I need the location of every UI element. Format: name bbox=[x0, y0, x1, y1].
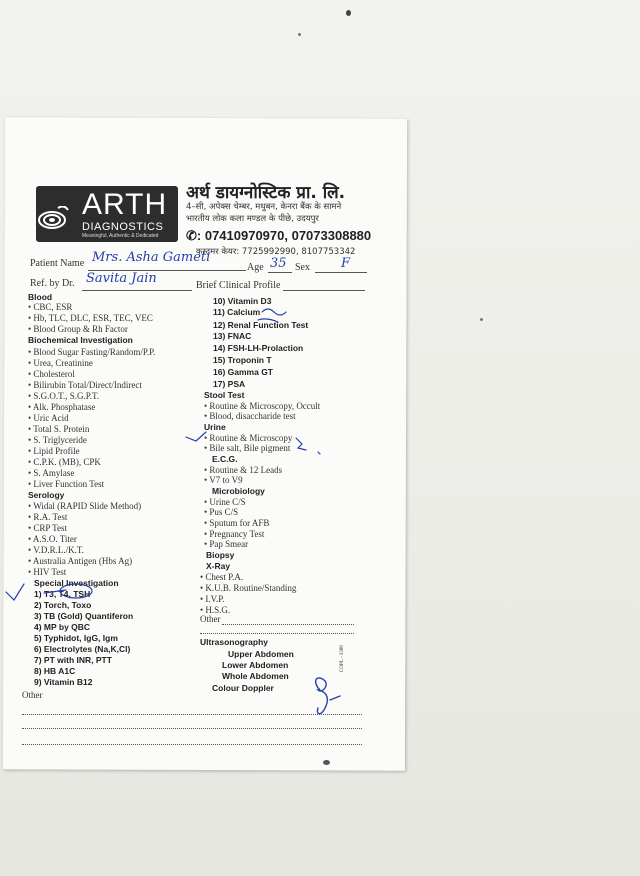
test-item: 17) PSA bbox=[213, 379, 246, 389]
logo-name: ARTH bbox=[82, 188, 168, 221]
usg-item: Whole Abdomen bbox=[222, 671, 289, 681]
usg-item: Colour Doppler bbox=[212, 683, 274, 693]
other-label-right: Other bbox=[200, 614, 221, 624]
list-item: • Bile salt, Bile pigment bbox=[204, 443, 291, 453]
special-item-6: 6) Electrolytes (Na,K,Cl) bbox=[34, 644, 131, 654]
list-item: • V.D.R.L./K.T. bbox=[28, 545, 84, 555]
company-name: अर्थ डायग्नोस्टिक प्रा. लि. bbox=[186, 183, 346, 203]
dotted-line bbox=[22, 728, 362, 729]
list-item: • Chest P.A. bbox=[200, 572, 244, 582]
special-item-7: 7) PT with INR, PTT bbox=[34, 655, 112, 665]
ref-value: Savita Jain bbox=[86, 271, 157, 286]
list-item: • Hb, TLC, DLC, ESR, TEC, VEC bbox=[28, 313, 153, 323]
test-item: 11) Calcium bbox=[213, 307, 261, 317]
list-item: • Bilirubin Total/Direct/Indirect bbox=[28, 380, 142, 390]
list-item: • K.U.B. Routine/Standing bbox=[200, 583, 297, 593]
list-item: • Pregnancy Test bbox=[204, 529, 265, 539]
list-item: • C.P.K. (MB), CPK bbox=[28, 457, 101, 467]
sex-value: F bbox=[341, 256, 351, 271]
patient-name-value: Mrs. Asha Gameti bbox=[92, 250, 211, 265]
list-item: • CBC, ESR bbox=[28, 302, 73, 312]
customer-care: कस्टमर केयर: 7725992990, 8107753342 bbox=[196, 247, 356, 257]
list-item: • Routine & Microscopy, Occult bbox=[204, 401, 321, 411]
logo bbox=[36, 186, 178, 242]
special-item-2: 2) Torch, Toxo bbox=[34, 600, 92, 610]
list-item: • Pus C/S bbox=[204, 507, 239, 517]
other-label-left: Other bbox=[22, 690, 43, 700]
address-line-2: भारतीय लोक कला मण्डल के पीछे, उदयपुर bbox=[186, 214, 319, 224]
list-item: • Pap Smear bbox=[204, 539, 249, 549]
test-item: 12) Renal Function Test bbox=[213, 320, 309, 330]
list-item: • Australia Antigen (Hbs Ag) bbox=[28, 556, 133, 566]
dotted-line bbox=[22, 714, 362, 715]
section-xray: X-Ray bbox=[206, 561, 231, 571]
dotted-line bbox=[222, 624, 354, 625]
special-item-9: 9) Vitamin B12 bbox=[34, 677, 93, 687]
section-ultrasonography: Ultrasonography bbox=[200, 637, 269, 647]
age-value: 35 bbox=[270, 256, 287, 271]
list-item: • Alk. Phosphatase bbox=[28, 402, 96, 412]
list-item: • Routine & Microscopy bbox=[204, 433, 293, 443]
list-item: • Widal (RAPID Slide Method) bbox=[28, 501, 142, 511]
patient-name-label: Patient Name bbox=[30, 258, 85, 269]
list-item: • Uric Acid bbox=[28, 413, 69, 423]
special-item-4: 4) MP by QBC bbox=[34, 622, 91, 632]
sex-line bbox=[315, 272, 367, 273]
address-line-1: 4–सी, अपेक्स चेम्बर, मधुबन, केनरा बैंक के सामने bbox=[186, 202, 342, 212]
test-item: 10) Vitamin D3 bbox=[213, 296, 272, 306]
section-microbiology: Microbiology bbox=[212, 486, 265, 496]
list-item: • Total S. Protein bbox=[28, 424, 90, 434]
list-item: • CRP Test bbox=[28, 523, 68, 533]
speck bbox=[480, 318, 483, 321]
dotted-line bbox=[22, 744, 362, 745]
list-item: • I.V.P. bbox=[200, 594, 225, 604]
list-item: • Liver Function Test bbox=[28, 479, 105, 489]
list-item: • H.S.G. bbox=[200, 605, 231, 615]
age-line bbox=[268, 272, 292, 273]
test-item: 16) Gamma GT bbox=[213, 367, 273, 377]
section-biochemical: Biochemical Investigation bbox=[28, 335, 133, 345]
speck bbox=[346, 10, 351, 16]
section-urine: Urine bbox=[204, 422, 226, 432]
phone-numbers bbox=[186, 228, 371, 244]
list-item: • Blood, disaccharide test bbox=[204, 411, 296, 421]
list-item: • Sputum for AFB bbox=[204, 518, 270, 528]
special-item-5: 5) Typhidot, IgG, Igm bbox=[34, 633, 118, 643]
logo-swirl-icon bbox=[38, 206, 70, 230]
list-item: • Blood Sugar Fasting/Random/P.P. bbox=[28, 347, 156, 357]
sex-label: Sex bbox=[295, 262, 310, 273]
list-item: • A.S.O. Titer bbox=[28, 534, 77, 544]
ref-line bbox=[82, 290, 192, 291]
logo-tagline: Meaningful, Authentic & Dedicated bbox=[82, 233, 159, 239]
special-item-3: 3) TB (Gold) Quantiferon bbox=[34, 611, 134, 621]
section-stool: Stool Test bbox=[204, 390, 245, 400]
speck bbox=[298, 33, 301, 36]
section-serology: Serology bbox=[28, 490, 65, 500]
form-code: COPL - 3388 bbox=[340, 645, 345, 672]
section-special: Special Investigation bbox=[34, 578, 119, 588]
section-blood: Blood bbox=[28, 292, 53, 302]
brief-profile-line bbox=[283, 290, 365, 291]
list-item: • S.G.O.T., S.G.P.T. bbox=[28, 391, 100, 401]
speck bbox=[323, 760, 330, 765]
ref-label: Ref. by Dr. bbox=[30, 278, 75, 289]
usg-item: Upper Abdomen bbox=[228, 649, 294, 659]
list-item: • Routine & 12 Leads bbox=[204, 465, 283, 475]
list-item: • HIV Test bbox=[28, 567, 67, 577]
brief-profile-label: Brief Clinical Profile bbox=[196, 280, 281, 291]
phone-text: : 07410970970, 07073308880 bbox=[196, 228, 372, 243]
list-item: • Urine C/S bbox=[204, 497, 246, 507]
list-item: • S. Triglyceride bbox=[28, 435, 87, 445]
phone-icon: ✆ bbox=[186, 228, 197, 243]
test-item: 14) FSH-LH-Prolaction bbox=[213, 343, 304, 353]
logo-subtitle: DIAGNOSTICS bbox=[82, 221, 164, 233]
list-item: • Cholesterol bbox=[28, 369, 75, 379]
list-item: • V7 to V9 bbox=[204, 475, 243, 485]
special-item-1: 1) T3, T4, TSH bbox=[34, 589, 91, 599]
usg-item: Lower Abdomen bbox=[222, 660, 289, 670]
list-item: • R.A. Test bbox=[28, 512, 68, 522]
test-item: 13) FNAC bbox=[213, 331, 252, 341]
section-ecg: E.C.G. bbox=[212, 454, 238, 464]
special-item-8: 8) HB A1C bbox=[34, 666, 76, 676]
test-item: 15) Troponin T bbox=[213, 355, 272, 365]
list-item: • Urea, Creatinine bbox=[28, 358, 93, 368]
list-item: • Lipid Profile bbox=[28, 446, 80, 456]
list-item: • S. Amylase bbox=[28, 468, 75, 478]
section-biopsy: Biopsy bbox=[206, 550, 235, 560]
list-item: • Blood Group & Rh Factor bbox=[28, 324, 128, 334]
dotted-line bbox=[200, 633, 354, 634]
age-label: Age bbox=[247, 262, 264, 273]
